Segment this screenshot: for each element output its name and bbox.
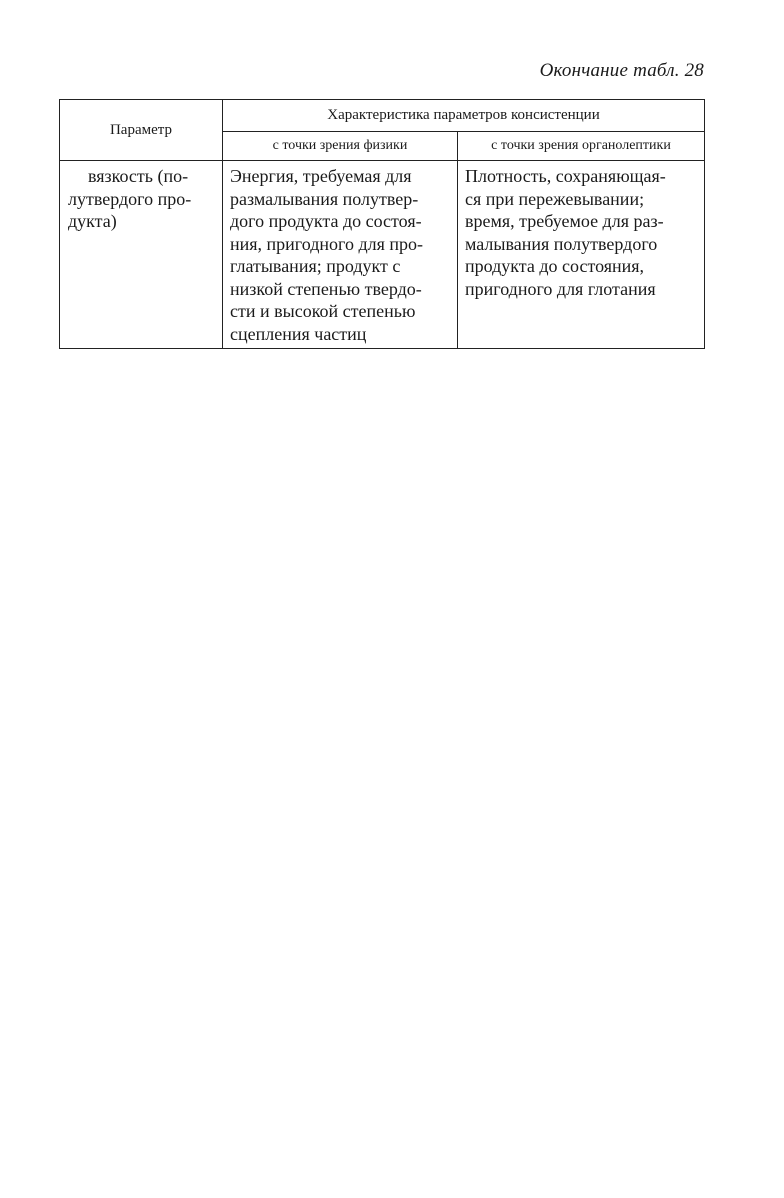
row-organoleptic-cell <box>458 161 705 349</box>
row-physics-text: Энергия, требуемая для размалывания полутвер- дого продукта до состоя- ния, пригодного для про- глатывания; продукт с низкой степенью твердо- сти и высокой степенью сцепления частиц <box>230 166 423 344</box>
consistency-table <box>59 99 705 349</box>
table-row <box>60 161 705 349</box>
header-physics: с точки зрения физики <box>223 131 458 160</box>
header-organoleptic: с точки зрения органолептики <box>458 131 705 160</box>
row-parameter-cell <box>60 161 223 349</box>
header-parameter: Параметр <box>60 100 223 161</box>
row-organoleptic-text: Плотность, сохраняющая- ся при пережевывании; время, требуемое для раз- малывания полутвердого продукта до состояния, пригодного для глотания <box>465 166 666 299</box>
row-parameter-text: вязкость (по- лутвердого про- дукта) <box>68 166 192 231</box>
table-caption: Окончание табл. 28 <box>539 60 704 81</box>
header-consistency-characteristics: Характеристика параметров консистенции <box>223 100 705 132</box>
row-physics-cell <box>223 161 458 349</box>
table-header-row <box>60 100 705 132</box>
